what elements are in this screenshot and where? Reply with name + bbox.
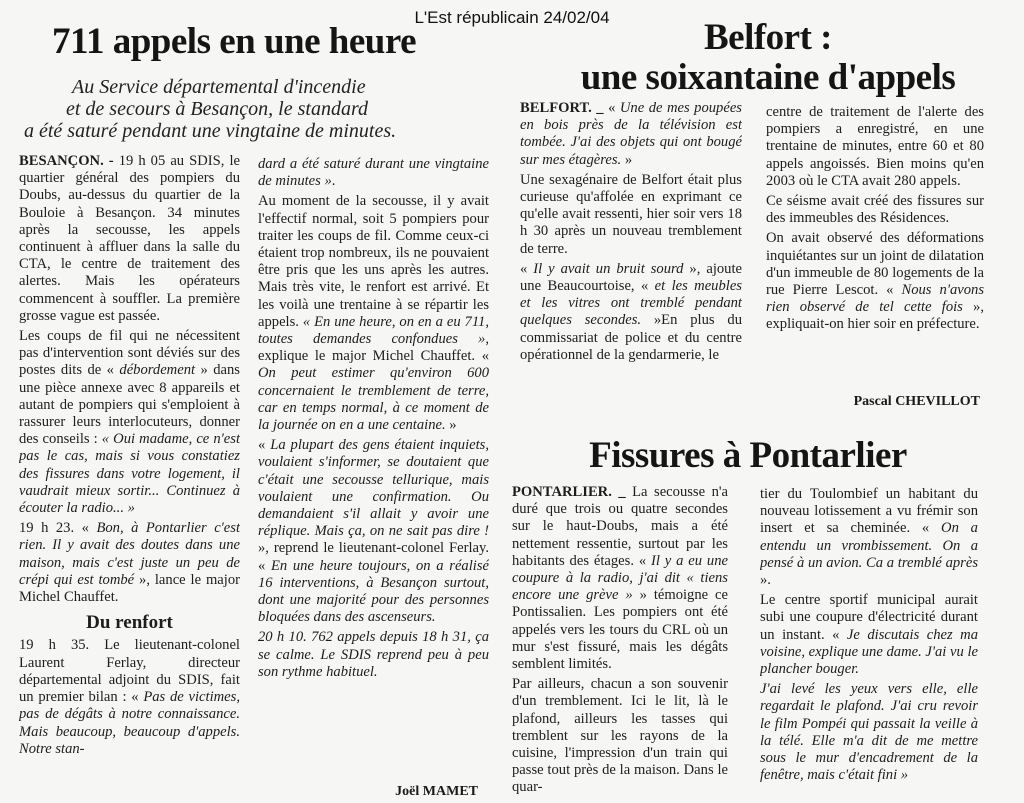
paragraph: Une sexagénaire de Belfort était plus curieuse qu'affolée en exprimant ce qu'elle avait ressenti, hier soir vers 18 h 30 après un nouveau tremblement de terre. bbox=[520, 171, 742, 257]
text: et les meubles et les vitres ont tremblé pendant quelques secondes. bbox=[520, 278, 742, 329]
text: « bbox=[603, 100, 620, 116]
text: La plupart des gens étaient inquiets, voulaient s'informer, se doutaient que c'était une secousse tellurique, mais voulaient une confirmation. Ou demandaient s'il allait y avoir une réplique. Mais ça, on ne sait pas dire ! bbox=[258, 437, 489, 540]
text: La secousse n'a duré que trois ou quatre secondes sur le haut-Doubs, mais a été nettement ressentie, surtout par les habitants des étages. « bbox=[512, 484, 728, 569]
text: . bbox=[331, 173, 336, 190]
text: débordement bbox=[119, 362, 196, 379]
source-line: L'Est républicain 24/02/04 bbox=[414, 8, 610, 27]
text: ». bbox=[760, 572, 771, 589]
text: Il y a eu une coupure à la radio, j'ai dit « tiens encore une grève » bbox=[512, 552, 728, 604]
article1-headline: 711 appels en une heure bbox=[52, 21, 417, 62]
dateline: PONTARLIER. _ bbox=[512, 484, 626, 500]
text: Bon, à Pontarlier c'est rien. Il y avait des doutes dans une maison, mais c'est juste un peu de crépi qui est tombé bbox=[19, 520, 240, 588]
paragraph: Ce séisme avait créé des fissures sur des immeubles des Résidences. bbox=[766, 193, 984, 227]
paragraph bbox=[19, 328, 240, 517]
paragraph bbox=[258, 437, 489, 626]
article3-column-2 bbox=[760, 486, 978, 803]
text: » dans une pièce annexe avec 8 appareils et autant de pompiers qui s'emploient à rassurer leurs interlocuteurs, donner des conseils : bbox=[19, 362, 240, 448]
deck-line-2: et de secours à Besançon, le standard bbox=[66, 98, 368, 120]
text: », reprend le lieutenant-colonel Ferlay. « bbox=[258, 540, 489, 574]
dateline: BELFORT. _ bbox=[520, 100, 604, 116]
article2-headline bbox=[520, 18, 1016, 98]
article1-deck bbox=[20, 76, 500, 142]
paragraph bbox=[258, 156, 489, 190]
deck-line-1: Au Service départemental d'incendie bbox=[72, 76, 366, 98]
text: Pas de victimes, pas de dégâts à notre connaissance. Mais beaucoup, beaucoup d'appels. Notre stan- bbox=[19, 689, 240, 757]
text: Les coups de fil qui ne nécessitent pas d'intervention sont déviés sur des postes dits de « bbox=[19, 328, 240, 379]
article1-byline: Joël MAMET bbox=[395, 784, 478, 799]
text: , explique le major Michel Chauffet. « bbox=[258, 331, 489, 365]
article3-column-1 bbox=[512, 484, 728, 803]
text: » témoigne ce Pontissalien. Les pompiers ont été appelés vers les tours du CRL où un mur s'est fissuré, mais les dégâts semblent limités. bbox=[512, 587, 728, 673]
text: 19 h 23. « bbox=[19, 520, 97, 537]
text: », lance le major Michel Chauffet. bbox=[19, 571, 240, 606]
text: 19 h 05 au SDIS, le quartier général des pompiers du Doubs, au-dessus du quartier de la Bouloie à Besançon. 34 minutes après la secousse, les appels continuent à affluer dans la salle du CTA, le centre de traitement des alertes. Mais les opérateurs commencent à souffler. La première grosse vague est passée. bbox=[19, 153, 240, 324]
subheading: Du renfort bbox=[86, 612, 173, 634]
paragraph bbox=[766, 230, 984, 333]
text: 19 h 35. Le lieutenant-colonel Laurent Ferlay, directeur départemental adjoint du SDIS, fait un premier bilan : « bbox=[19, 637, 240, 706]
text: » bbox=[621, 151, 633, 168]
text: tier du Toulombief un habitant du nouveau lotissement a vu frémir son insert et sa cheminée. « bbox=[760, 486, 978, 537]
paragraph: J'ai levé les yeux vers elle, elle regardait le plafond. J'ai cru revoir le film Pompéi qui passait la veille à la télé. Elle m'a dit de me mettre sous le mur d'encadrement de la fenêtre, mais c'était fini » bbox=[760, 681, 978, 784]
text: » bbox=[445, 417, 457, 434]
text: On a entendu un vrombissement. On a pensé à un avion. Ca a tremblé après bbox=[760, 520, 978, 571]
text: », expliquait-on hier soir en préfecture. bbox=[766, 299, 984, 333]
text: Le centre sportif municipal aurait subi une coupure d'électricité durant un instant. « bbox=[760, 592, 978, 643]
article2-byline: Pascal CHEVILLOT bbox=[853, 394, 980, 409]
text: Il y avait un bruit sourd bbox=[533, 260, 684, 277]
paragraph: centre de traitement de l'alerte des pompiers a enregistré, en une trentaine de minutes, entre 60 et 80 appels angoissés. Bien moins qu'en 2003 où le CTA avait 280 appels. bbox=[766, 104, 984, 189]
paragraph bbox=[520, 100, 742, 169]
deck-line-3: a été saturé pendant une vingtaine de minutes. bbox=[24, 120, 397, 142]
paragraph: Par ailleurs, chacun a son souvenir d'un tremblement. Ici le lit, là le plafond, ailleurs les tasses qui tremblent sur les rayons de la cuisine, l'impression d'un train qui passe tout près de la maison. Dans le quar- bbox=[512, 676, 728, 796]
text: « Oui madame, ce n'est pas le cas, mais si vous constatiez des fissures dans votre logement, il vaudrait mieux sortir... Continuez à écouter la radio... » bbox=[19, 431, 240, 517]
article2-column-2 bbox=[766, 104, 984, 394]
text: Au moment de la secousse, il y avait l'effectif normal, soit 5 pompiers pour traiter les coups de fil. Comme ceux-ci étaient trop nombreux, ils ne pouvaient être pris que les uns après les autres. Mais très vite, le renfort est arrivé. Et les voilà une trentaine à se répartir les appels. bbox=[258, 193, 489, 330]
text: dard a été saturé durant une vingtaine de minutes » bbox=[258, 156, 489, 190]
paragraph bbox=[760, 486, 978, 589]
text: En une heure toujours, on a réalisé 16 interventions, à Besançon surtout, dont une majorité pour des personnes bloquées dans des ascenseurs. bbox=[258, 557, 489, 626]
article1-column-1 bbox=[19, 153, 240, 803]
paragraph bbox=[19, 637, 240, 757]
text: Je discutais chez ma voisine, explique une dame. J'ai vu le plancher bouger. bbox=[760, 626, 978, 678]
article1-column-2 bbox=[258, 156, 489, 776]
paragraph bbox=[512, 484, 728, 673]
dateline: BESANÇON. - bbox=[19, 153, 114, 169]
paragraph bbox=[19, 153, 240, 325]
headline-line-1: Belfort : bbox=[703, 17, 833, 58]
text: Une de mes poupées en bois près de la télévision est tombée. J'ai des objets qui ont bougé sur mes étagères. bbox=[520, 100, 742, 168]
article3-headline: Fissures à Pontarlier bbox=[589, 435, 907, 476]
text: « bbox=[258, 437, 271, 454]
text: « En une heure, on en a eu 711, toutes demandes confondues » bbox=[258, 313, 489, 348]
article2-column-1 bbox=[520, 100, 742, 405]
text: Nous n'avons rien observé de tel cette fois bbox=[766, 282, 984, 316]
text: On peut estimer qu'environ 600 concernaient le tremblement de terre, car en temps normal, à ce moment de la journée on en a une centaine. bbox=[258, 365, 489, 434]
text: On avait observé des déformations inquiétantes sur un joint de dilatation d'un immeuble de 80 logements de la rue Pierre Lescot. « bbox=[766, 230, 984, 299]
text: », ajoute une Beaucourtoise, « bbox=[520, 260, 742, 295]
text: « bbox=[520, 260, 534, 277]
paragraph bbox=[760, 592, 978, 678]
text: »En plus du commissariat de police et du centre opérationnel de la gendarmerie, le bbox=[520, 312, 742, 363]
paragraph bbox=[520, 261, 742, 364]
paragraph bbox=[258, 193, 489, 434]
paragraph bbox=[19, 520, 240, 606]
paragraph: 20 h 10. 762 appels depuis 18 h 31, ça se calme. Le SDIS reprend peu à peu son rythme habituel. bbox=[258, 629, 489, 680]
headline-line-2: une soixantaine d'appels bbox=[580, 57, 956, 98]
